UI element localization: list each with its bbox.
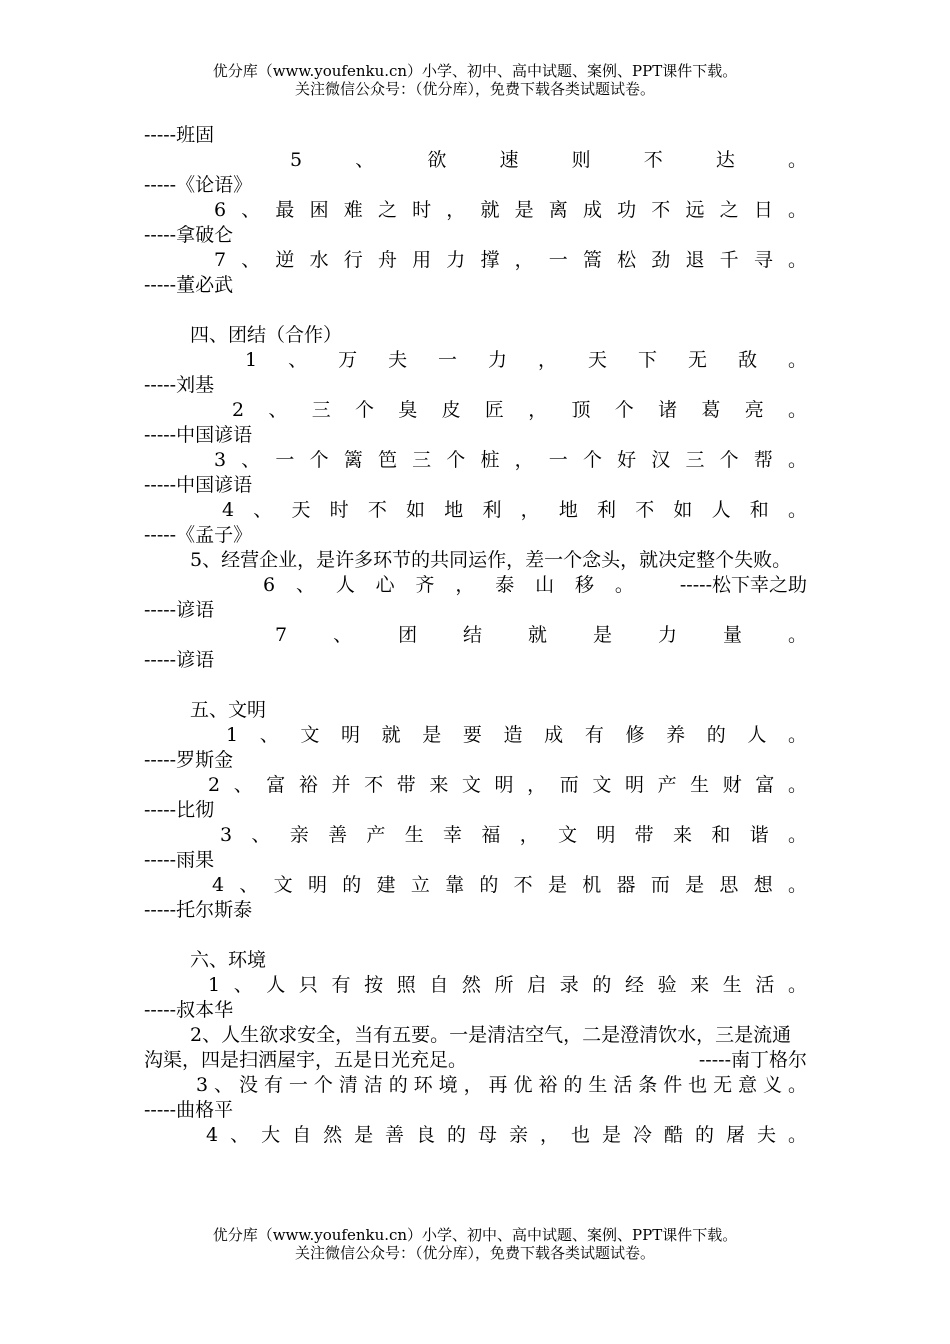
quote: 6、最困难之时，就是离成功不远之日。 [214, 199, 807, 221]
attribution: -----《孟子》 [144, 524, 253, 546]
attribution: -----托尔斯泰 [144, 899, 253, 921]
quote: 4、文明的建立靠的不是机器而是思想。 [212, 874, 807, 896]
attribution: -----《论语》 [144, 174, 253, 196]
attribution: -----罗斯金 [144, 749, 234, 771]
section-heading: 五、文明 [190, 699, 267, 721]
quote: 5、欲速则不达。 [290, 149, 807, 171]
quote: 7、逆水行舟用力撑，一篙松劲退千寻。 [214, 249, 807, 271]
quote: 2、富裕并不带来文明，而文明产生财富。 [208, 774, 807, 796]
quote: 4、大自然是善良的母亲，也是冷酷的屠夫。 [206, 1124, 807, 1146]
quote: 7、团结就是力量。 [275, 624, 807, 646]
quote: 4、天时不如地利，地利不如人和。 [222, 499, 807, 521]
footer-line-1: 优分库（www.youfenku.cn）小学、初中、高中试题、案例、PPT课件下载。 [212, 1226, 738, 1244]
page-footer [0, 1226, 950, 1262]
quote: 1、万夫一力，天下无敌。 [245, 349, 807, 371]
quote: 3、一个篱笆三个桩，一个好汉三个帮。 [214, 449, 807, 471]
attribution: -----拿破仑 [144, 224, 234, 246]
quote-text: 2、人生欲求安全，当有五要。一是清洁空气，二是澄清饮水，三是流通沟渠，四是扫洒屋宇，五是日光充足。 [144, 1024, 792, 1071]
header-line-1: 优分库（www.youfenku.cn）小学、初中、高中试题、案例、PPT课件下载。 [212, 62, 738, 80]
attribution: -----松下幸之助 [679, 574, 807, 596]
quote: 3、没有一个清洁的环境，再优裕的生活条件也无意义。 [196, 1074, 807, 1096]
attribution: -----董必武 [144, 274, 234, 296]
document-body [144, 123, 807, 1148]
attribution: -----雨果 [144, 849, 215, 871]
quote: 6、人心齐，泰山移。 [263, 574, 634, 596]
section-heading: 四、团结（合作） [190, 324, 343, 346]
attribution: -----叔本华 [144, 999, 234, 1021]
quote-text: 5、经营企业，是许多环节的共同运作，差一个念头，就决定整个失败。 [190, 549, 792, 571]
section-heading: 六、环境 [190, 949, 267, 971]
attribution: -----南丁格尔 [698, 1049, 807, 1071]
quote [144, 1023, 807, 1073]
quote: 1、文明就是要造成有修养的人。 [226, 724, 807, 746]
attribution: -----中国谚语 [144, 474, 253, 496]
attribution: -----曲格平 [144, 1099, 234, 1121]
quote: 3、亲善产生幸福，文明带来和谐。 [220, 824, 807, 846]
attribution: -----谚语 [144, 649, 215, 671]
quote: 2、三个臭皮匠，顶个诸葛亮。 [232, 399, 807, 421]
quote: 1、人只有按照自然所启录的经验来生活。 [208, 974, 807, 996]
attribution: -----谚语 [144, 599, 215, 621]
page-header [0, 62, 950, 98]
attribution: -----中国谚语 [144, 424, 253, 446]
attribution: -----比彻 [144, 799, 215, 821]
footer-line-2: 关注微信公众号：（优分库），免费下载各类试题试卷。 [294, 1244, 655, 1262]
attribution: -----刘基 [144, 374, 215, 396]
header-line-2: 关注微信公众号：（优分库），免费下载各类试题试卷。 [294, 80, 655, 98]
attribution: -----班固 [144, 124, 215, 146]
